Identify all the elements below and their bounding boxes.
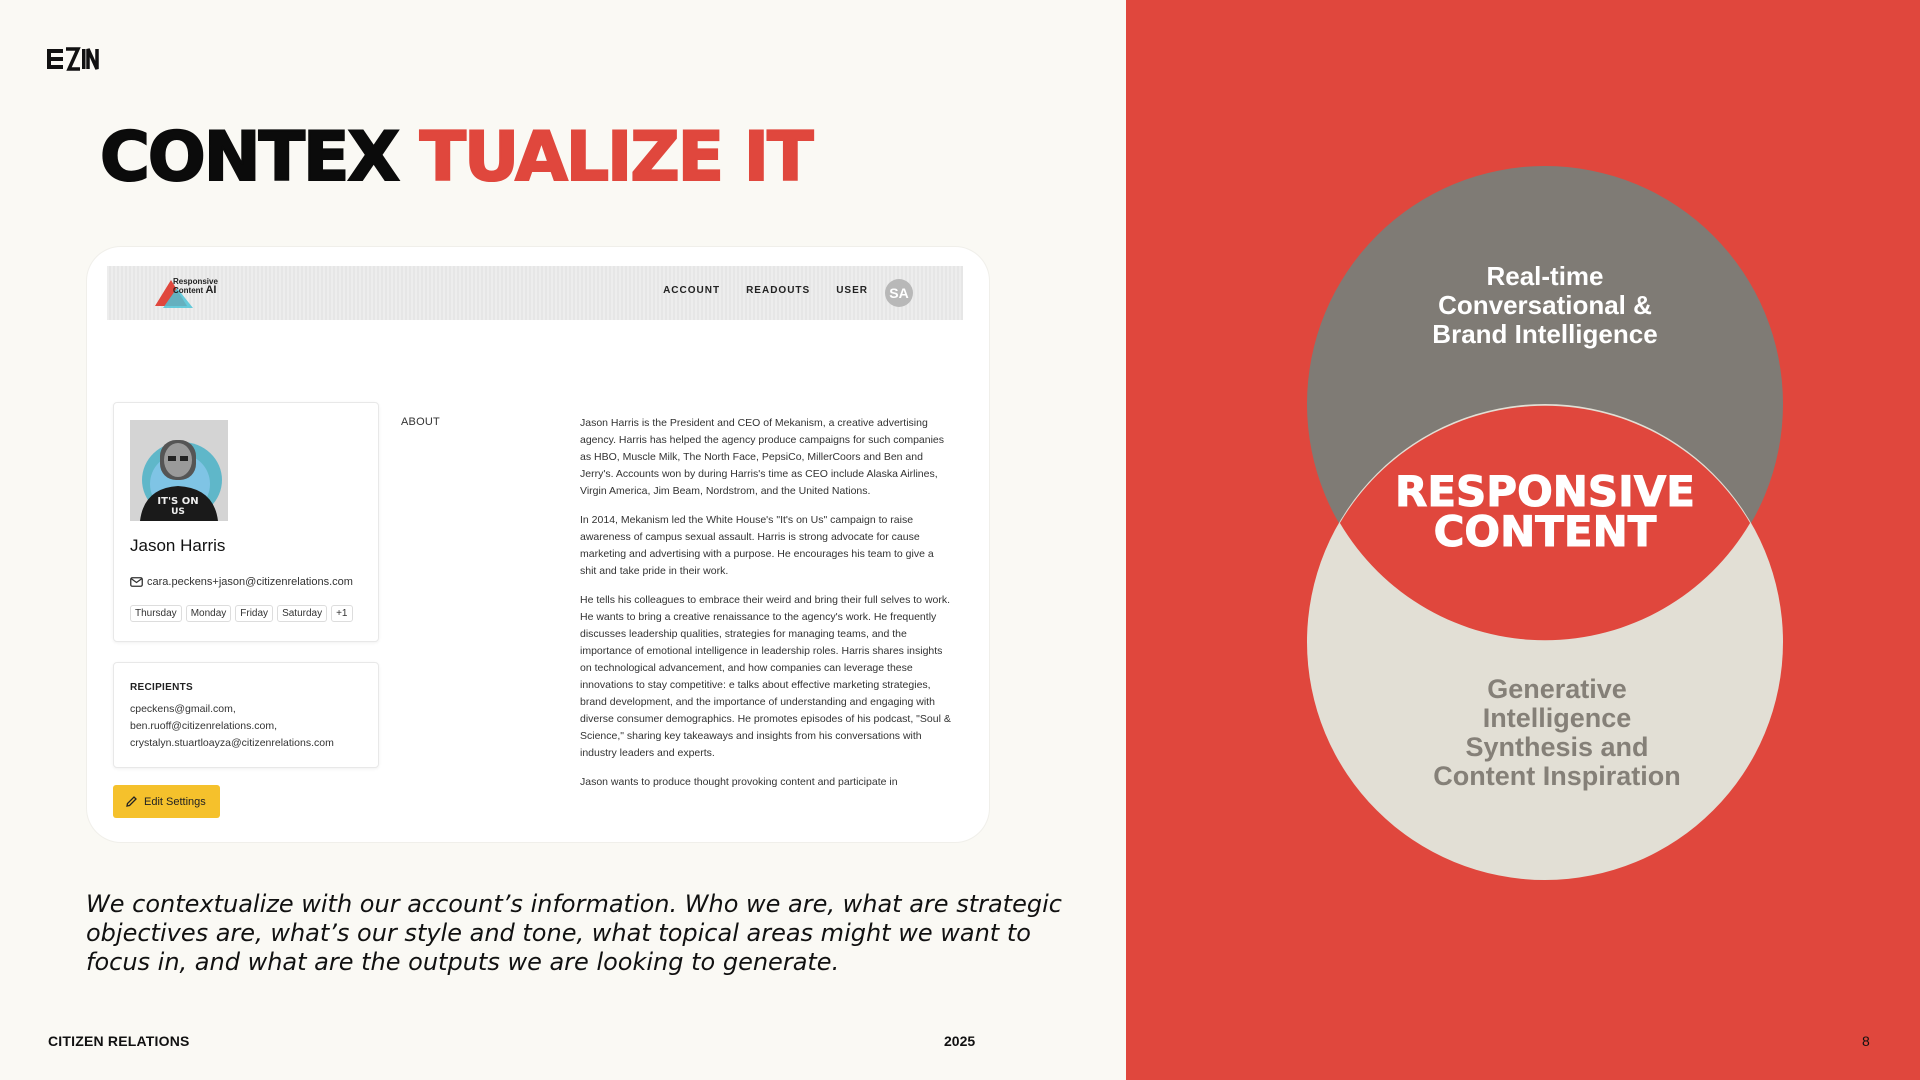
edit-settings-button[interactable] <box>113 785 220 818</box>
recipients-title: RECIPIENTS <box>130 682 194 693</box>
venn-bottom-label: Generative Intelligence Synthesis and Content Inspiration <box>1433 674 1681 791</box>
about-text <box>580 415 952 803</box>
day-chip: Thursday <box>130 605 182 622</box>
svg-text:IT'S ON: IT'S ON <box>157 496 199 507</box>
app-navbar <box>107 266 963 320</box>
logo-line2 <box>173 286 218 295</box>
profile-email: cara.peckens+jason@citizenrelations.com <box>147 576 353 588</box>
nav-links <box>663 285 868 296</box>
logo-ai-word: AI <box>205 284 217 296</box>
nav-user[interactable]: USER <box>836 285 868 296</box>
nav-readouts[interactable]: READOUTS <box>746 285 811 296</box>
day-chip: Monday <box>186 605 232 622</box>
profile-email-row <box>130 576 353 588</box>
user-avatar[interactable]: SA <box>885 279 913 307</box>
about-paragraph: In 2014, Mekanism led the White House's "It's on Us" campaign to raise awareness of campus sexual assault. Harris is strong advocate for cause marketing and advertising with a purpose. He encourages his team to give a shit and take pride in their work. <box>580 514 934 577</box>
day-chip: Friday <box>235 605 273 622</box>
day-chip: Saturday <box>277 605 327 622</box>
about-paragraph: He tells his colleagues to embrace their weird and bring their full selves to work. He wants to bring a creative renaissance to the agency's work. He frequently discusses leadership qualities, strategies for managing teams, and the importance of emotional intelligence in leadership roles. Harris shares insights on technological advancement, and how companies can leverage these innovations to stay competitive: e talks about effective marketing strategies, brand development, and the importance of understanding and engaging with diverse consumer demographics. He promotes episodes of his podcast, "Soul & Science," sharing key takeaways and insights from his conversations with industry leaders and experts. <box>580 594 951 759</box>
recipients-list <box>130 701 334 752</box>
venn-middle-line2: CONTENT <box>1433 507 1657 556</box>
nav-account[interactable]: ACCOUNT <box>663 285 721 296</box>
title-part-red: TUALIZE IT <box>419 118 812 197</box>
schedule-days <box>130 605 353 622</box>
logo-content-word: Content <box>173 286 204 295</box>
about-paragraph: Jason wants to produce thought provoking content and participate in <box>580 776 898 788</box>
title-part-black: CONTEX <box>100 118 398 197</box>
recipient-email: crystalyn.stuartloayza@citizenrelations.com <box>130 737 334 749</box>
footer-company: CITIZEN RELATIONS <box>48 1033 190 1049</box>
venn-middle-label <box>1380 467 1710 556</box>
recipients-card <box>113 662 379 768</box>
app-logo-text <box>173 278 218 295</box>
recipient-email: ben.ruoff@citizenrelations.com, <box>130 720 278 732</box>
profile-photo <box>130 420 228 521</box>
day-chip-more[interactable]: +1 <box>331 605 352 622</box>
page-number: 8 <box>1862 1033 1870 1049</box>
footer-year: 2025 <box>944 1033 976 1049</box>
recipient-email: cpeckens@gmail.com, <box>130 703 236 715</box>
mail-icon <box>130 577 143 587</box>
profile-card <box>113 402 379 642</box>
svg-text:US: US <box>171 507 185 517</box>
app-screenshot-card <box>87 247 989 842</box>
edit-settings-label: Edit Settings <box>144 795 206 808</box>
slide-title <box>100 118 811 198</box>
venn-top-label: Real-time Conversational & Brand Intelligence <box>1432 261 1658 349</box>
pencil-icon <box>125 795 138 808</box>
citizen-logo <box>47 47 99 73</box>
slide-caption: We contextualize with our account’s information. Who we are, what are strategic objectives are, what’s our style and tone, what topical areas might we want to focus in, and what are the outputs we are looking to generate. <box>86 890 1062 976</box>
profile-name: Jason Harris <box>130 536 226 555</box>
logo-line1: Responsive <box>173 277 218 286</box>
person-photo-icon <box>130 420 228 521</box>
about-label: ABOUT <box>401 416 440 428</box>
about-paragraph: Jason Harris is the President and CEO of Mekanism, a creative advertising agency. Harris has helped the agency produce campaigns for such companies as HBO, Muscle Milk, The North Face, PepsiCo, MillerCoors and Ben and Jerry's. Accounts won by during Harris's time as CEO include Alaska Airlines, Virgin America, Jim Beam, Nordstrom, and the United Nations. <box>580 417 945 497</box>
venn-middle-line1: RESPONSIVE <box>1395 467 1695 516</box>
